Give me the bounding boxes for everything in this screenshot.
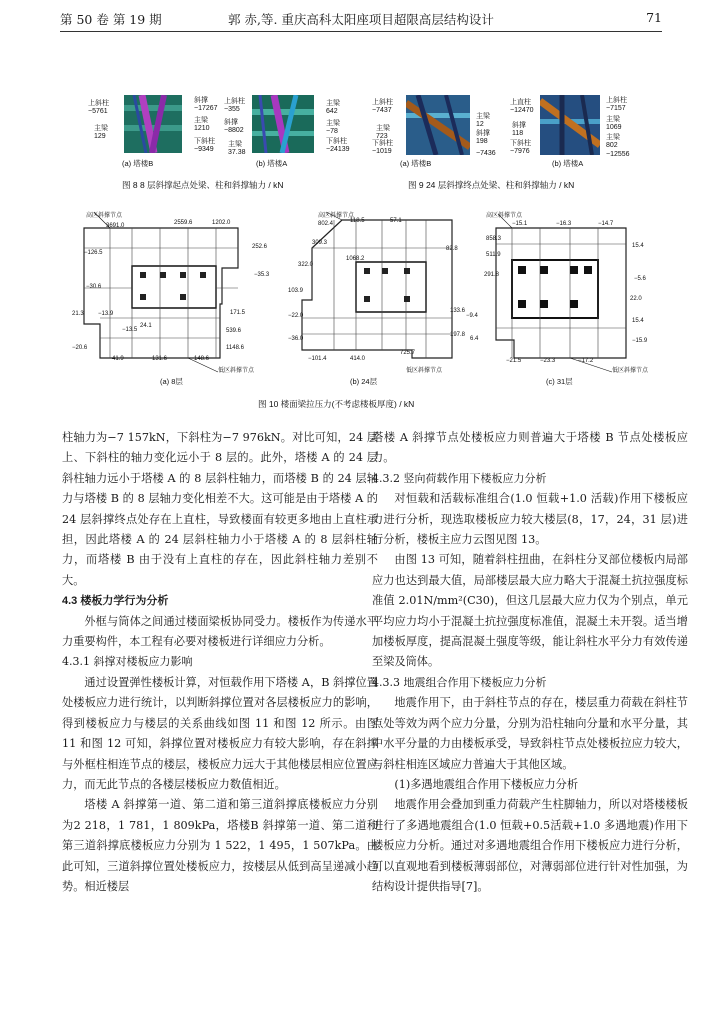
fig8a-beam: 主梁 1210 (194, 117, 210, 132)
fig10b-v14: −22.0 (288, 313, 304, 319)
fig10a-v0: 3691.0 (106, 223, 125, 229)
fig9b-beam: 主梁 1069 (606, 116, 622, 131)
fig10a-label: (a) 8层 (160, 377, 183, 386)
fig10a-v18: 131.6 (152, 356, 168, 362)
fig10a-v9: −13.5 (122, 327, 138, 333)
fig10a-v16: 1148.6 (226, 345, 244, 351)
fig9b-top2: 上斜柱 −7157 (606, 97, 627, 112)
fig10a-v15: −20.6 (72, 345, 88, 351)
fig9a-top-col: 上斜柱 −7437 (372, 99, 393, 114)
fig8b-beam3: 主梁 37.38 (228, 141, 246, 156)
fig10b-v0: 802.4 (318, 221, 334, 227)
fig10c-v21: −21.5 (506, 358, 522, 364)
fig10b-label: (b) 24层 (350, 377, 378, 386)
fig10c-v10: 291.8 (484, 272, 500, 278)
article-authors-title: 郭 赤,等. 重庆高科太阳座项目超限高层结构设计 (228, 12, 494, 27)
header-rule (60, 31, 662, 32)
fig10b-v1: 118.5 (350, 218, 365, 224)
fig10b-v23: 414.0 (350, 356, 366, 362)
figure8-caption: 图 8 8 层斜撑起点处梁、柱和斜撑轴力 / kN (122, 180, 284, 190)
journal-volume: 第 50 卷 第 19 期 (60, 12, 162, 27)
fig8b-beam: 主梁 642 (326, 100, 340, 115)
fig10c-v16: 15.4 (632, 318, 644, 324)
fig9a-beam2: 主梁 723 (376, 125, 390, 140)
fig10c-v23: −17.2 (578, 358, 594, 364)
fig10c-v2: −14.7 (598, 221, 614, 227)
subsection-heading-4-3-1: 4.3.1 斜撑对楼板应力影响 (62, 655, 193, 669)
figure10a-plan (70, 208, 278, 380)
left-paragraph-3: 通过设置弹性楼板计算，对恒载作用下塔楼 A，B 斜撑位置处楼板应力进行统计，以判断斜撑位置对各层楼板应力的影响，得到楼板应力与楼层的关系曲线如图 11 和图 12 所示。由图 11 和图 12 可知，斜撑位置对楼板应力有较大影响，存在斜撑与外框柱相连节点的楼层，楼板应力远大于其他楼层相应位置应力，而无此节点的各楼层楼板应力数值相近。 (62, 675, 378, 791)
fig8b-top-col: 上斜柱 −355 (224, 98, 245, 113)
fig8a-top-col: 上斜柱 −5761 (88, 100, 109, 115)
fig8b-label: (b) 塔楼A (256, 159, 288, 168)
fig10c-v1: −16.3 (556, 221, 572, 227)
fig10c-v3: 858.3 (486, 236, 502, 242)
right-paragraph-4: 地震作用下，由于斜柱节点的存在，楼层重力荷载在斜柱节点处等效为两个应力分量，分别为沿柱轴向分量和水平分量，其中水平分量的力由楼板承受，导致斜柱节点处楼板拉应力较大，与斜柱相连区域应力普遍大于其他区域。 (372, 696, 688, 771)
fig9a-bot2: −7436 (476, 150, 496, 157)
right-paragraph-6: 地震作用会叠加到重力荷载产生柱脚轴力，所以对塔楼楼板进行了多遇地震组合(1.0 恒载+0.5活载+1.0 多遇地震)作用下楼板应力分析。通过对多遇地震组合作用下楼板应力进行分析，可以直观地看到楼板薄弱部位，对薄弱部位进行针对性加强，为结构设计提供指导[7]。 (372, 798, 688, 893)
fig10c-label: (c) 31层 (546, 377, 573, 386)
subsection-heading-4-3-2: 4.3.2 竖向荷载作用下楼板应力分析 (372, 471, 547, 485)
fig10a-high-node: 高区斜撑节点 (86, 213, 123, 219)
figure10b-plan (282, 208, 470, 380)
fig10b-v21: 197.8 (450, 332, 466, 338)
figure9b-image (540, 95, 600, 155)
fig10a-v14: 539.6 (226, 328, 242, 334)
right-paragraph-2: 对恒载和活载标准组合(1.0 恒载+1.0 活载)作用下楼板应力进行分析，现选取楼板应力较大楼层(8，17，24，31 层)进行分析，楼板主应力云图见图 13。 (372, 492, 688, 547)
fig10a-v8: −13.9 (98, 311, 114, 317)
fig10a-v4: −30.6 (86, 284, 102, 290)
fig9a-bot-col: 下斜柱 −1019 (372, 140, 393, 155)
fig10a-low-node: 低区斜撑节点 (218, 368, 255, 374)
fig8a-beam2: 主梁 129 (94, 125, 108, 140)
fig9b-bot2: −12556 (606, 151, 630, 158)
right-column (372, 428, 688, 897)
fig8b-bot-col: 下斜柱 −24139 (326, 138, 350, 153)
fig10c-v20: −15.9 (632, 338, 648, 344)
fig10c-v13: −9.4 (466, 313, 478, 319)
right-paragraph-5: (1)多遇地震组合作用下楼板应力分析 (394, 777, 579, 791)
page-number: 71 (646, 10, 662, 25)
figure8b-image (252, 95, 314, 153)
fig8b-brace: 斜撑 −8802 (224, 119, 244, 134)
fig9a-beam: 主梁 12 (476, 113, 490, 128)
fig10c-v11: −5.6 (634, 276, 646, 282)
figure9-caption: 图 9 24 层斜撑终点处梁、柱和斜撑轴力 / kN (408, 180, 575, 190)
fig10a-v2: 1202.0 (212, 220, 231, 226)
figure10-caption: 图 10 楼面梁拉压力(不考虑楼板厚度) / kN (258, 399, 415, 409)
fig9b-brace: 斜撑 118 (512, 122, 526, 137)
fig9b-beam2: 主梁 802 (606, 134, 620, 149)
fig10c-v0: −15.1 (512, 221, 528, 227)
fig10b-v4: 1068.2 (346, 256, 365, 262)
fig10a-v7: 21.3 (72, 311, 84, 317)
subsection-heading-4-3-3: 4.3.3 地震组合作用下楼板应力分析 (372, 675, 547, 689)
fig10b-v22: −101.4 (308, 356, 327, 362)
fig10a-v1: 2559.6 (174, 220, 193, 226)
fig10b-v24: 725.7 (400, 350, 416, 356)
fig10a-v17: 41.9 (112, 356, 124, 362)
fig10a-v10: 24.1 (140, 323, 152, 329)
fig8b-beam2: 主梁 −78 (326, 120, 340, 135)
fig10a-v5: 252.6 (252, 244, 268, 250)
fig10b-v3: 309.3 (312, 240, 328, 246)
fig10b-v2: 57.1 (390, 218, 402, 224)
fig9b-bot-col: 下斜柱 −7976 (510, 140, 531, 155)
fig10b-v7: 82.8 (446, 246, 458, 252)
fig10b-v8: 322.0 (298, 262, 314, 268)
fig10a-v6: −35.3 (254, 272, 270, 278)
fig9b-label: (b) 塔楼A (552, 159, 584, 168)
figure9a-image (406, 95, 470, 155)
fig9b-top-col: 上直柱 −12470 (510, 99, 534, 114)
fig8a-label: (a) 塔楼B (122, 159, 154, 168)
fig10c-v12: 22.0 (630, 296, 642, 302)
fig10c-v17: 6.4 (470, 336, 479, 342)
left-paragraph-2: 外框与筒体之间通过楼面梁板协同受力。楼板作为传递水平力重要构件，本工程有必要对楼板进行详细应力分析。 (62, 614, 378, 649)
left-paragraph-4: 塔楼 A 斜撑第一道、第二道和第三道斜撑底楼板应力分别为2 218，1 781，1 809kPa，塔楼B 斜撑第一道、第二道和第三道斜撑底楼板应力分别为 1 522，1 495，1 507kPa。由此可知，三道斜撑位置处楼板应力，按楼层从低到高呈递减小趋势。相近楼层 (62, 798, 378, 893)
fig10c-v22: −23.3 (540, 358, 556, 364)
right-paragraph-3: 由图 13 可知，随着斜柱扭曲，在斜柱分叉部位楼板内局部应力也达到最大值，局部楼层最大应力略大于混凝土抗拉强度标准值 2.01N/mm²(C30)，但这几层最大应力仅为个别点，单元平均应力均小于混凝土抗拉强度标准值，混凝土未开裂。适当增加楼板厚度，提高混凝土强度等级，能让斜柱水平分力有效传递至梁及筒体。 (372, 553, 688, 669)
fig10c-high-node: 高区斜撑节点 (486, 213, 523, 219)
running-header (60, 10, 662, 30)
fig9a-brace: 斜撑 198 (476, 130, 490, 145)
fig10a-v13: 171.5 (230, 310, 246, 316)
fig10c-v5: 511.9 (486, 252, 501, 258)
fig9a-label: (a) 塔楼B (400, 159, 432, 168)
left-column (62, 428, 378, 897)
fig10c-v4: 15.4 (632, 243, 644, 249)
fig10b-high-node: 高区斜撑节点 (318, 213, 355, 219)
fig8a-brace: 斜撑 −17267 (194, 97, 218, 112)
fig10b-v13: 133.6 (450, 308, 466, 314)
fig10b-v17: −36.0 (288, 336, 304, 342)
fig10b-v12: 103.9 (288, 288, 304, 294)
figure10c-plan (476, 208, 652, 380)
left-paragraph-1: 柱轴力为−7 157kN，下斜柱为−7 976kN。对比可知，24 层上、下斜柱的轴力变化远小于 8 层的。此外，塔楼 A 的 24 层斜柱轴力远小于塔楼 A 的 8 层斜柱轴力，而塔楼 B 的 24 层轴力与塔楼 B 的 8 层轴力变化相差不大。这可能是由于塔楼 A 的 24 层斜撑终点处存在上直柱，导致楼面有较更多地由上直柱承担，因此塔楼 A 的 24 层斜柱轴力小于塔楼 A 的 8 层斜柱轴力，而塔楼 B 由于没有上直柱的存在，因此斜柱轴力差别不大。 (62, 431, 378, 587)
fig10c-low-node: 低区斜撑节点 (612, 368, 649, 374)
fig8a-bot-col: 下斜柱 −9349 (194, 138, 215, 153)
section-heading-4-3: 4.3 楼板力学行为分析 (62, 595, 169, 608)
right-paragraph-1: 塔楼 A 斜撑节点处楼板应力则普遍大于塔楼 B 节点处楼板应力。 (372, 431, 688, 465)
fig10a-v3: −126.5 (84, 250, 103, 256)
figure8a-image (124, 95, 182, 153)
fig10a-v19: 148.6 (194, 356, 210, 362)
fig10b-low-node: 低区斜撑节点 (406, 368, 443, 374)
